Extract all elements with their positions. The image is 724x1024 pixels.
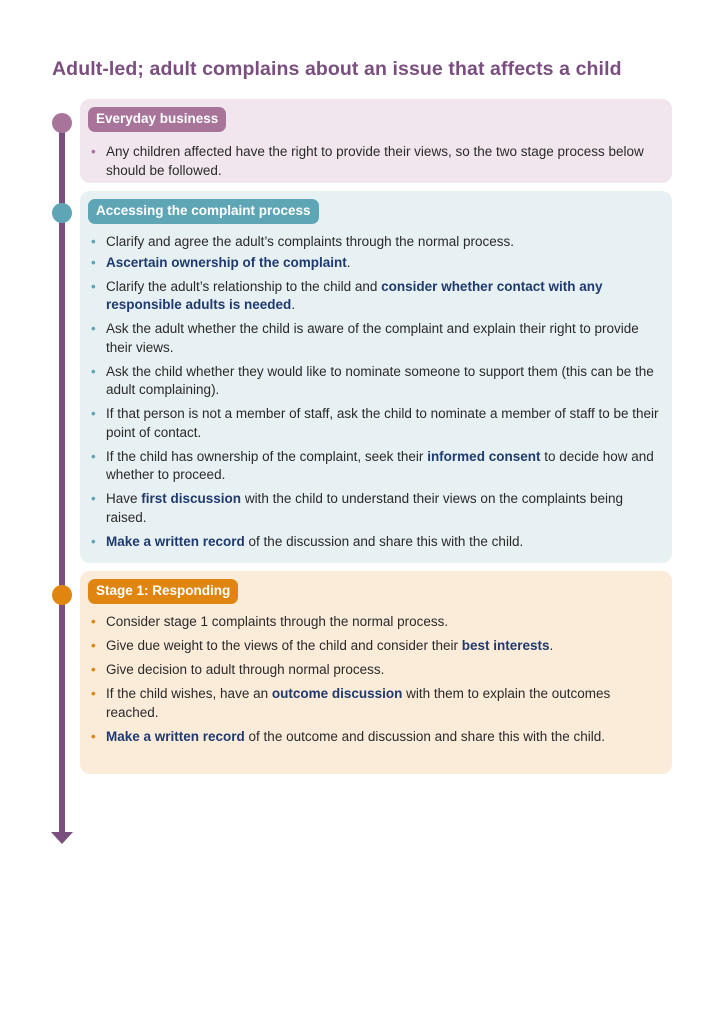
list-item: • Ask the adult whether the child is aware of the complaint and explain their right to provide their views. [88,320,662,357]
section-stage1-responding [80,571,672,774]
list-item: • Have first discussion with the child to understand their views on the complaints being raised. [88,490,662,527]
list-item: • Give decision to adult through normal process. [88,661,662,680]
timeline-node-stage1 [52,585,72,605]
list-item: • Clarify and agree the adult’s complaints through the normal process. [88,233,662,252]
timeline-node-accessing [52,203,72,223]
list-item: • Clarify the adult’s relationship to the child and consider whether contact with any responsible adults is needed. [88,278,662,315]
list-item: • Make a written record of the outcome and discussion and share this with the child. [88,728,662,747]
list-item: • Make a written record of the discussion and share this with the child. [88,533,662,552]
section-heading: Stage 1: Responding [88,579,238,604]
list-item: • If that person is not a member of staff, ask the child to nominate a member of staff to be their point of contact. [88,405,662,442]
list-item: • Give due weight to the views of the child and consider their best interests. [88,637,662,656]
timeline-line [59,120,65,833]
section-everyday-business [80,99,672,183]
list-item: • If the child wishes, have an outcome discussion with them to explain the outcomes reached. [88,685,662,722]
list-item: • If the child has ownership of the complaint, seek their informed consent to decide how and whether to proceed. [88,448,662,485]
list-item: • Any children affected have the right to provide their views, so the two stage process below should be followed. [88,143,662,180]
list-item: • Ask the child whether they would like to nominate someone to support them (this can be the adult complaining). [88,363,662,400]
list-item: • Ascertain ownership of the complaint. [88,254,662,273]
list-item: • Consider stage 1 complaints through the normal process. [88,613,662,632]
page-title: Adult-led; adult complains about an issue that affects a child [52,58,622,80]
section-accessing-complaint-process [80,191,672,563]
timeline-arrow-icon [51,832,73,844]
timeline-node-everyday [52,113,72,133]
section-heading: Everyday business [88,107,226,132]
section-heading: Accessing the complaint process [88,199,319,224]
